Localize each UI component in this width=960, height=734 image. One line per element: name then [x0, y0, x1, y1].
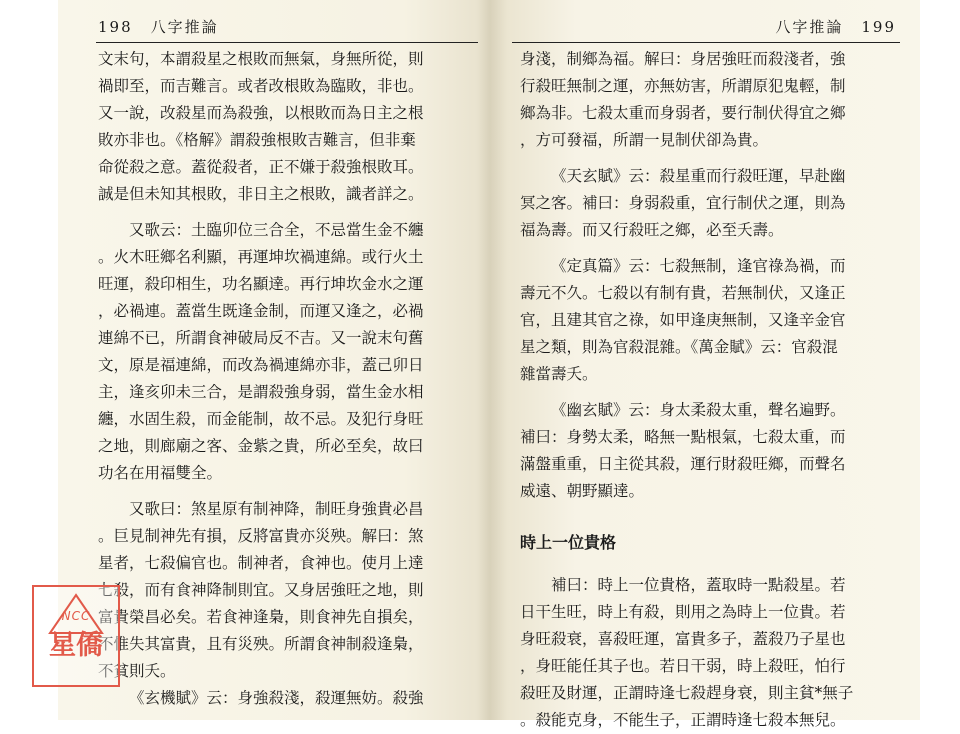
text-line: 富貴榮昌必矣。若食神逢梟，則食神先自損矣， [98, 608, 424, 626]
text-line: 之地，則廊廟之客、金紫之貴，所必至矣，故曰 [98, 437, 424, 455]
text-line: 補曰：身勢太柔，略無一點根氣，七殺太重，而 [520, 428, 846, 446]
text-line: 文，原是福連綿，而改為禍連綿亦非，蓋己卯日 [98, 356, 424, 374]
text-line: 功名在用福雙全。 [98, 464, 223, 482]
left-header-rule [96, 42, 478, 43]
right-page-body [520, 46, 902, 734]
text-line: 七殺，而有食神降制則宜。又身居強旺之地，則 [98, 581, 424, 599]
right-page-number: 199 [861, 18, 896, 36]
right-page-header [775, 16, 896, 37]
text-line: 《玄機賦》云：身強殺淺，殺運無妨。殺強 [129, 689, 424, 707]
text-line: 日干生旺，時上有殺，則用之為時上一位貴。若 [520, 603, 846, 621]
text-line: 官，且建其官之祿，如甲逢庚無制，又逢辛金官 [520, 311, 846, 329]
text-line: 文末句，本謂殺星之根敗而無氣，身無所從，則 [98, 50, 424, 68]
text-line: 又歌云：土臨卯位三合全，不忌當生金不纏 [129, 221, 424, 239]
text-line: 。殺能克身，不能生子，正謂時逢七殺本無兒。 [520, 711, 846, 729]
left-page-number: 198 [98, 18, 133, 36]
text-line: 星之類，則為官殺混雜。《萬金賦》云：官殺混 [520, 338, 838, 356]
text-line: ，方可發福，所謂一見制伏卻為貴。 [520, 131, 769, 149]
text-line: 壽元不久。七殺以有制有貴，若無制伏，又逢正 [520, 284, 846, 302]
text-line: 星者，七殺偏官也。制神者，食神也。使月上達 [98, 554, 424, 572]
text-line: 冥之客。補曰：身弱殺重，宜行制伏之運，則為 [520, 194, 846, 212]
left-page-header [98, 16, 219, 37]
stamp-chinese-text: 星僑 [49, 630, 103, 661]
stamp-latin-text: NCC [61, 609, 91, 623]
text-line: 連綿不已，所謂食神破局反不吉。又一說末句舊 [98, 329, 424, 347]
text-line: 不惟失其富貴，且有災殃。所謂食神制殺逢梟， [98, 635, 424, 653]
text-line: ，必禍連。蓋當生既逢金制，而運又逢之，必禍 [98, 302, 424, 320]
text-line: 禍即至，而吉難言。或者改根敗為臨敗，非也。 [98, 77, 424, 95]
text-line: 纏，水固生殺，而金能制，故不忌。及犯行身旺 [98, 410, 424, 428]
text-line: 身旺殺衰，喜殺旺運，富貴多子，蓋殺乃子星也 [520, 630, 846, 648]
text-line: 殺旺及財運，正謂時逢七殺趕身衰，則主貧*無子 [520, 684, 854, 702]
right-header-title: 八字推論 [775, 18, 844, 36]
right-header-rule [512, 42, 900, 43]
text-line: 敗亦非也。《格解》謂殺強根敗吉難言，但非棄 [98, 131, 416, 149]
text-line: 主，逢亥卯未三合，是謂殺強身弱，當生金水相 [98, 383, 424, 401]
left-page-body [98, 46, 480, 712]
section-heading: 時上一位貴格 [520, 533, 617, 552]
text-line: 鄉為非。七殺太重而身弱者，要行制伏得宜之鄉 [520, 104, 846, 122]
text-line: 。巨見制神先有損，反將富貴亦災殃。解曰：煞 [98, 527, 424, 545]
left-header-title: 八字推論 [150, 18, 219, 36]
text-line: 旺運，殺印相生，功名顯達。再行坤坎金水之運 [98, 275, 424, 293]
text-line: 《天玄賦》云：殺星重而行殺旺運，早赴幽 [551, 167, 846, 185]
text-line: 身淺，制鄉為福。解曰：身居強旺而殺淺者，強 [520, 50, 846, 68]
text-line: 雜當壽夭。 [520, 365, 598, 383]
left-page [58, 0, 490, 720]
open-book [58, 0, 920, 729]
text-line: 威遠、朝野顯達。 [520, 482, 645, 500]
text-line: 《幽玄賦》云：身太柔殺太重，聲名遍野。 [551, 401, 846, 419]
text-line: 滿盤重重，日主從其殺，運行財殺旺鄉，而聲名 [520, 455, 846, 473]
text-line: 命從殺之意。蓋從殺者，正不嫌于殺強根敗耳。 [98, 158, 424, 176]
right-page [490, 0, 920, 729]
text-line: 又歌曰：煞星原有制神降，制旺身強貴必昌 [129, 500, 424, 518]
ncc-logo-stamp [32, 585, 120, 687]
text-line: 行殺旺無制之運，亦無妨害，所謂原犯鬼輕，制 [520, 77, 846, 95]
text-line: 《定真篇》云：七殺無制，逢官祿為禍，而 [551, 257, 846, 275]
text-line: 又一說，改殺星而為殺強，以根敗而為日主之根 [98, 104, 424, 122]
text-line: ，身旺能任其子也。若日干弱，時上殺旺，怕行 [520, 657, 846, 675]
text-line: 補曰：時上一位貴格，蓋取時一點殺星。若 [551, 576, 846, 594]
text-line: 誠是但未知其根敗，非日主之根敗，識者詳之。 [98, 185, 424, 203]
text-line: 福為壽。而又行殺旺之鄉，必至夭壽。 [520, 221, 784, 239]
text-line: 。火木旺鄉名利顯，再運坤坎禍連綿。或行火土 [98, 248, 424, 266]
text-line: 不貧則夭。 [98, 662, 176, 680]
